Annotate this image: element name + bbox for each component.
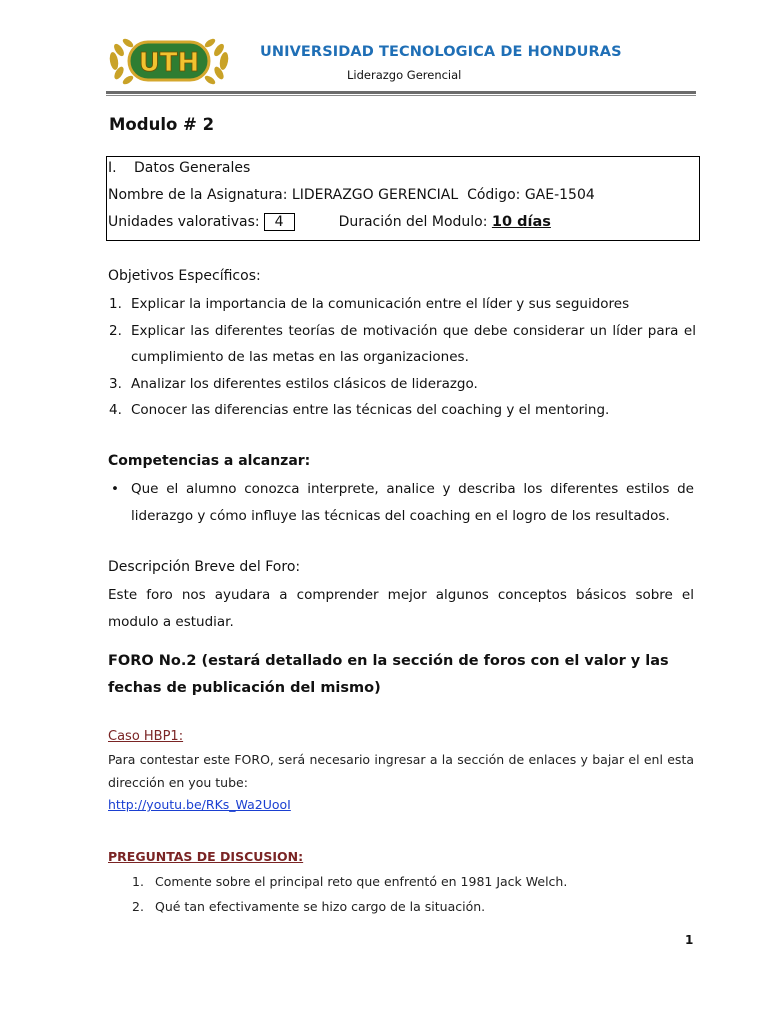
subject-label: Nombre de la Asignatura: [108, 187, 288, 203]
forum-heading: FORO No.2 (estará detallado en la sección de foros con el valor y las fechas de publicación del mismo) [108, 653, 669, 696]
general-heading [108, 160, 250, 176]
header-rule [106, 91, 696, 94]
page-number: 1 [685, 933, 694, 947]
competencies-title: Competencias a alcanzar: [108, 453, 311, 469]
questions-list [132, 869, 567, 919]
module-title: Modulo # 2 [109, 115, 215, 134]
objective-item: 4. Conocer las diferencias entre las técnicas del coaching y el mentoring. [109, 402, 610, 418]
uth-logo [104, 33, 234, 89]
case-text: Para contestar este FORO, será necesario ingresar a la sección de enlaces y bajar el enl esta dirección en you tube: [108, 752, 694, 790]
objective-item: 2. Explicar las diferentes teorías de motivación que debe considerar un líder para el cumplimiento de las metas en las organizaciones. [109, 322, 696, 365]
subject-value: LIDERAZGO GERENCIAL [291, 187, 459, 203]
objective-item: 3. Analizar los diferentes estilos clásicos de liderazgo. [109, 375, 478, 392]
competency-item [108, 476, 694, 529]
objectives-list [108, 291, 696, 424]
objective-item: 1. Explicar la importancia de la comunicación entre el líder y sus seguidores [109, 296, 630, 312]
duration-value: 10 días [491, 214, 551, 230]
objectives-title: Objetivos Específicos: [108, 268, 261, 284]
questions-title: PREGUNTAS DE DISCUSION: [108, 849, 304, 864]
header-subject: Liderazgo Gerencial [347, 68, 462, 82]
code-label: Código: [467, 187, 521, 203]
subject-row [108, 187, 595, 203]
youtube-link[interactable]: http://youtu.be/RKs_Wa2UooI [108, 797, 291, 812]
units-row [108, 213, 551, 231]
forum-description-title: Descripción Breve del Foro: [108, 559, 301, 575]
code-value: GAE-1504 [524, 187, 595, 203]
logo-text: UTH [138, 48, 200, 78]
header-rule-thin [106, 95, 696, 96]
case-title: Caso HBP1: [108, 729, 184, 744]
duration-label: Duración del Modulo: [338, 214, 488, 230]
bullet-icon: • [111, 481, 119, 497]
units-value: 4 [264, 213, 295, 231]
units-label: Unidades valorativas: [108, 214, 260, 230]
question-item: 1. Comente sobre el principal reto que enfrentó en 1981 Jack Welch. [132, 874, 568, 889]
competency-text: Que el alumno conozca interprete, analice y describa los diferentes estilos de liderazgo y cómo influye las técnicas del coaching en el logro de los resultados. [131, 481, 694, 524]
university-name: UNIVERSIDAD TECNOLOGICA DE HONDURAS [260, 44, 622, 60]
question-item: 2. Qué tan efectivamente se hizo cargo de la situación. [132, 899, 486, 914]
forum-description-text: Este foro nos ayudara a comprender mejor algunos conceptos básicos sobre el modulo a estudiar. [108, 587, 694, 630]
general-section-title: Datos Generales [134, 160, 251, 176]
general-section-number: I. [108, 160, 117, 176]
